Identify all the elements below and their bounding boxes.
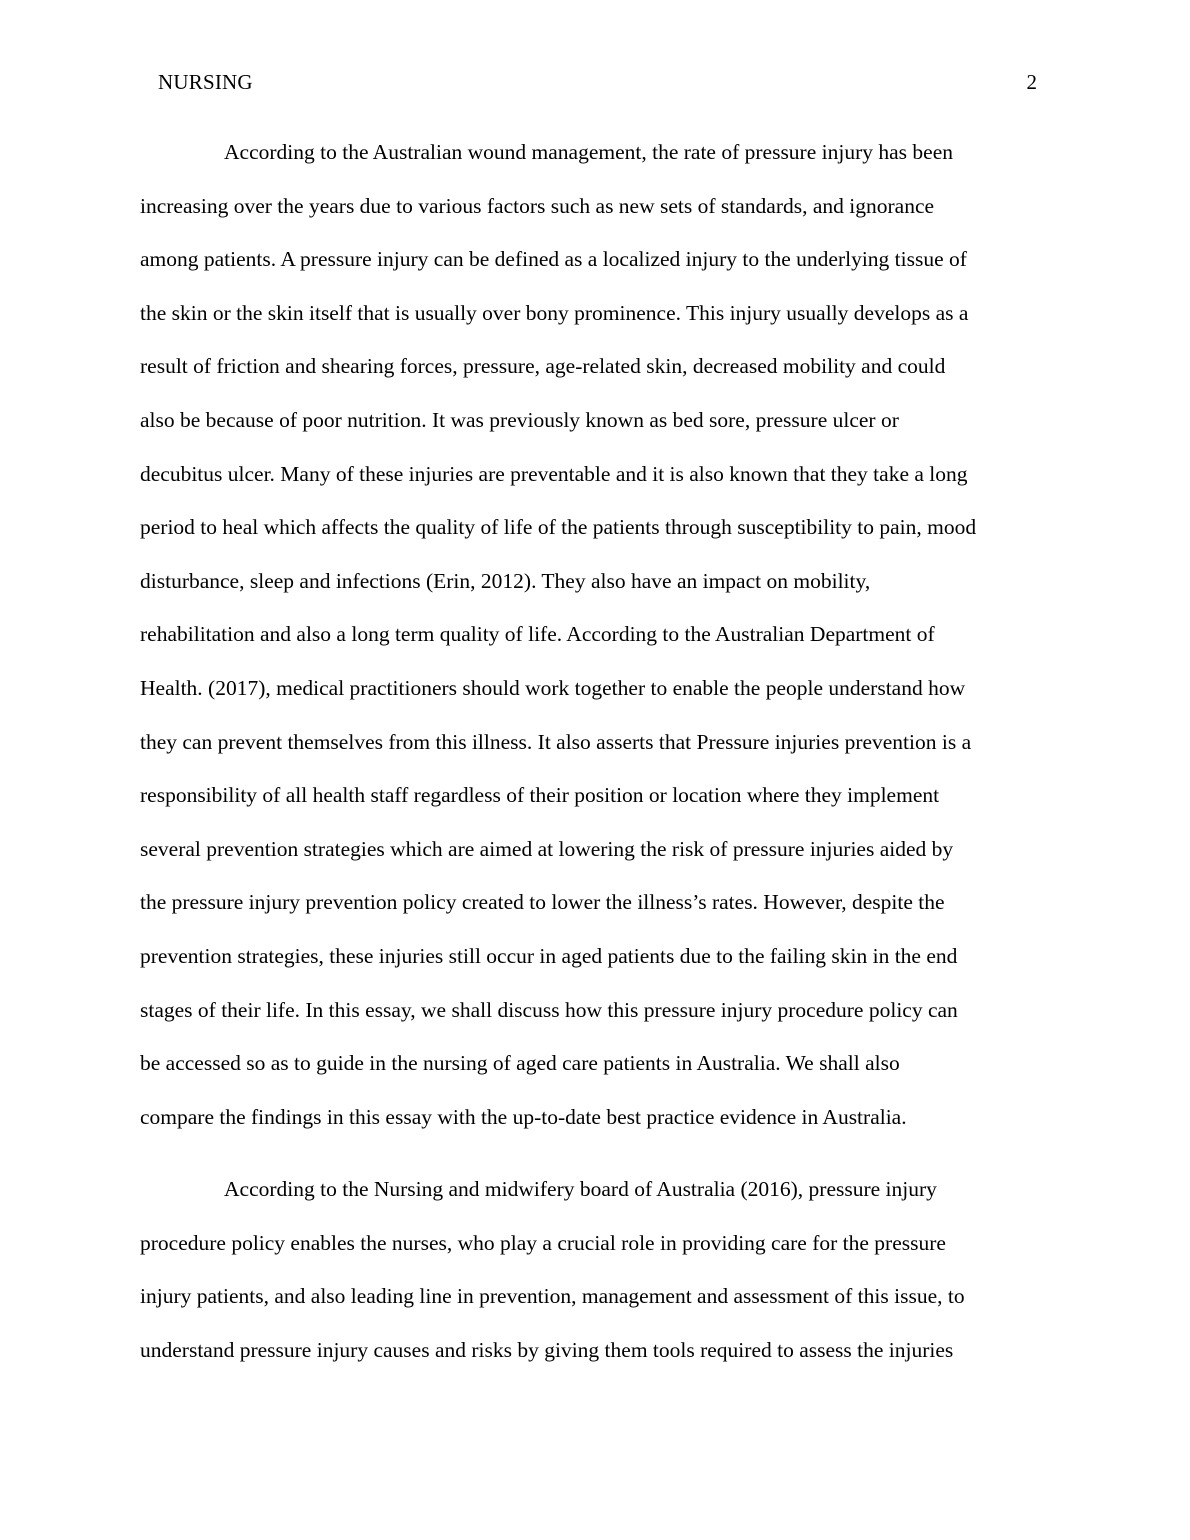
text-line: among patients. A pressure injury can be defined as a localized injury to the underlying tissue of xyxy=(140,247,967,272)
paragraph-1 xyxy=(140,126,1050,1144)
text-line: procedure policy enables the nurses, who play a crucial role in providing care for the pressure xyxy=(140,1230,946,1255)
text-line: they can prevent themselves from this illness. It also asserts that Pressure injuries prevention is a xyxy=(140,729,972,754)
text-line: be accessed so as to guide in the nursing of aged care patients in Australia. We shall also xyxy=(140,1051,900,1076)
text-line: Health. (2017), medical practitioners should work together to enable the people understand how xyxy=(140,675,966,700)
text-line: disturbance, sleep and infections (Erin, 2012). They also have an impact on mobility, xyxy=(140,568,871,593)
text-line: responsibility of all health staff regardless of their position or location where they implement xyxy=(140,783,940,808)
text-line: compare the findings in this essay with the up-to-date best practice evidence in Australia. xyxy=(140,1104,907,1129)
running-head: NURSING xyxy=(158,70,253,94)
text-line: also be because of poor nutrition. It was previously known as bed sore, pressure ulcer or xyxy=(140,407,899,432)
text-line: According to the Nursing and midwifery board of Australia (2016), pressure injury xyxy=(224,1177,937,1202)
text-line: prevention strategies, these injuries still occur in aged patients due to the failing skin in the end xyxy=(140,943,958,968)
text-line: increasing over the years due to various factors such as new sets of standards, and ignorance xyxy=(140,193,935,218)
text-line: result of friction and shearing forces, pressure, age-related skin, decreased mobility and could xyxy=(140,354,946,379)
text-line: the skin or the skin itself that is usually over bony prominence. This injury usually develops as a xyxy=(140,300,969,325)
body-text xyxy=(140,126,1050,1378)
text-line: several prevention strategies which are aimed at lowering the risk of pressure injuries aided by xyxy=(140,836,954,861)
page-number: 2 xyxy=(1026,70,1037,94)
text-line: According to the Australian wound management, the rate of pressure injury has been xyxy=(224,140,953,164)
paragraph-2 xyxy=(140,1163,1050,1377)
text-line: the pressure injury prevention policy created to lower the illness’s rates. However, despite the xyxy=(140,890,945,915)
text-line: stages of their life. In this essay, we shall discuss how this pressure injury procedure policy can xyxy=(140,997,958,1022)
text-line: period to heal which affects the quality of life of the patients through susceptibility to pain, mood xyxy=(140,515,977,540)
text-line: understand pressure injury causes and risks by giving them tools required to assess the injuries xyxy=(140,1338,954,1363)
text-line: rehabilitation and also a long term quality of life. According to the Australian Department of xyxy=(140,622,935,647)
paragraph-spacer xyxy=(140,1144,1050,1163)
text-line: decubitus ulcer. Many of these injuries are preventable and it is also known that they take a long xyxy=(140,461,968,486)
text-line: injury patients, and also leading line in prevention, management and assessment of this issue, to xyxy=(140,1284,965,1309)
